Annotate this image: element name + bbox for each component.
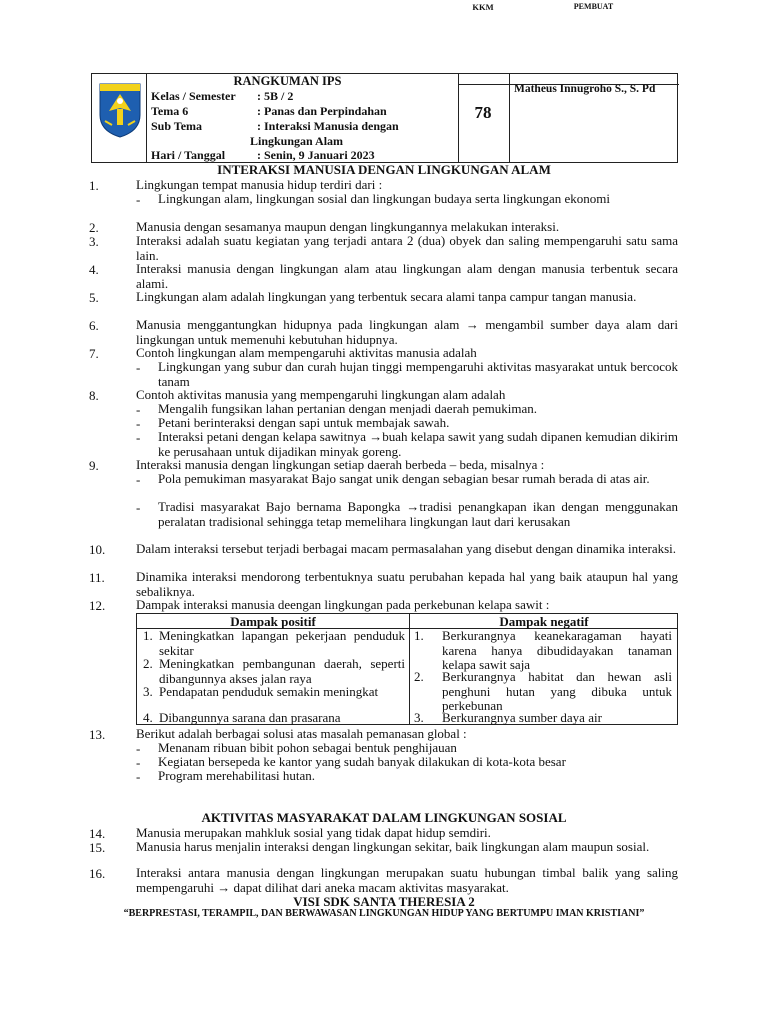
- summary-title: RANGKUMAN IPS: [233, 74, 342, 88]
- item-number: 1.: [89, 178, 99, 193]
- positive-text: Meningkatkan lapangan pekerjaan penduduk sekitar: [159, 628, 405, 658]
- negative-text: Berkurangnya sumber daya air: [442, 710, 602, 725]
- subtheme-label: Sub Tema: [151, 119, 203, 133]
- item-text: Interaksi adalah suatu kegiatan yang terjadi antara 2 (dua) obyek dan saling mempengaruhi satu sama lain.: [136, 233, 678, 263]
- theme-row: [151, 104, 387, 119]
- negative-text: Berkurangnya keanekaragaman hayati karena hanya dibudidayakan tanaman kelapa sawit saja: [442, 628, 672, 672]
- item-text: Berikut adalah berbagai solusi atas masalah pemanasan global :: [136, 726, 467, 741]
- section1-title: INTERAKSI MANUSIA DENGAN LINGKUNGAN ALAM: [217, 162, 551, 177]
- item-number: 2.: [89, 220, 99, 235]
- header-divider: [146, 74, 147, 162]
- item-text: Manusia harus menjalin interaksi dengan lingkungan sekitar, baik lingkungan alam maupun sosial.: [136, 839, 650, 854]
- class-semester-value: : 5B / 2: [257, 89, 294, 103]
- table-divider: [409, 614, 410, 724]
- subtheme-row: [151, 119, 399, 134]
- author-name: Matheus Innugroho S., S. Pd: [514, 83, 656, 95]
- positive-num: 4.: [143, 710, 153, 725]
- bullet-dash: -: [136, 472, 141, 487]
- sub-item: Lingkungan yang subur dan curah hujan tinggi mempengaruhi aktivitas masyarakat untuk bercocok tanam: [158, 359, 678, 389]
- positive-num: 1.: [143, 628, 153, 643]
- bullet-dash: -: [136, 430, 141, 445]
- school-logo: [97, 81, 143, 139]
- kkm-label: KKM: [472, 2, 494, 12]
- date-label: Hari / Tanggal: [151, 148, 226, 162]
- header-divider: [509, 74, 510, 162]
- sub-item: Interaksi petani dengan kelapa sawitnya →buah kelapa sawit yang sudah dipanen kemudian dikirim ke perusahaan untuk dijadikan minyak goreng.: [158, 429, 678, 459]
- sub-item: Menanam ribuan bibit pohon sebagai bentuk penghijauan: [158, 740, 457, 755]
- negative-num: 2.: [414, 669, 424, 684]
- kkm-value: 78: [474, 103, 492, 122]
- item-number: 8.: [89, 388, 99, 403]
- item-number: 12.: [89, 598, 106, 613]
- positive-num: 3.: [143, 684, 153, 699]
- class-semester-row: [151, 89, 293, 104]
- item-number: 6.: [89, 318, 99, 333]
- item-text: Manusia merupakan mahkluk sosial yang tidak dapat hidup semdiri.: [136, 825, 491, 840]
- positive-impact-header: Dampak positif: [230, 614, 316, 629]
- class-semester-label: Kelas / Semester: [151, 89, 236, 103]
- bullet-dash: -: [136, 755, 141, 770]
- item-number: 10.: [89, 542, 106, 557]
- section2-title: AKTIVITAS MASYARAKAT DALAM LINGKUNGAN SOSIAL: [201, 810, 567, 825]
- author-label: PEMBUAT: [573, 2, 614, 11]
- bullet-dash: -: [136, 416, 141, 431]
- theme-value: : Panas dan Perpindahan: [257, 104, 387, 118]
- item-text: Manusia dengan sesamanya maupun dengan lingkungannya melakukan interaksi.: [136, 219, 560, 234]
- sub-item: Program merehabilitasi hutan.: [158, 768, 316, 783]
- item-text: Contoh aktivitas manusia yang mempengaruhi lingkungan alam adalah: [136, 387, 506, 402]
- bullet-dash: -: [136, 360, 141, 375]
- bullet-dash: -: [136, 741, 141, 756]
- sub-item: Mengalih fungsikan lahan pertanian dengan menjadi daerah pemukiman.: [158, 401, 538, 416]
- negative-impact-header: Dampak negatif: [499, 614, 589, 629]
- negative-num: 1.: [414, 628, 424, 643]
- sub-item: Pola pemukiman masyarakat Bajo sangat unik dengan sebagian besar rumah berada di atas air.: [158, 471, 650, 486]
- item-text: Contoh lingkungan alam mempengaruhi aktivitas manusia adalah: [136, 345, 477, 360]
- sub-item: Lingkungan alam, lingkungan sosial dan lingkungan budaya serta lingkungan ekonomi: [158, 191, 611, 206]
- item-number: 9.: [89, 458, 99, 473]
- positive-text: Meningkatkan pembangunan daerah, seperti dibangunnya akses jalan raya: [159, 656, 405, 686]
- date-value: : Senin, 9 Januari 2023: [257, 148, 375, 162]
- sub-item: Tradisi masyarakat Bajo bernama Bapongka →tradisi penangkapan ikan dengan menggunakan peralatan tradisional sehingga tetap memelihara lingkungan laut dari kerusakan: [158, 499, 678, 529]
- vision-motto: “BERPRESTASI, TERAMPIL, DAN BERWAWASAN LINGKUNGAN HIDUP YANG BERTUMPU IMAN KRISTIANI”: [123, 908, 645, 919]
- negative-text: Berkurangnya habitat dan hewan asli penghuni hutan yang dibuka untuk perkebunan: [442, 669, 672, 713]
- item-number: 16.: [89, 866, 106, 881]
- vision-title: VISI SDK SANTA THERESIA 2: [293, 894, 475, 909]
- item-number: 15.: [89, 840, 106, 855]
- item-text: Dinamika interaksi mendorong terbentuknya suatu perubahan kepada hal yang baik ataupun hal yang sebaliknya.: [136, 569, 678, 599]
- item-text: Manusia menggantungkan hidupnya pada lingkungan alam → mengambil sumber daya alam dari lingkungan untuk memenuhi kebutuhan hidupnya.: [136, 317, 678, 347]
- item-number: 5.: [89, 290, 99, 305]
- impact-table: [136, 613, 678, 725]
- item-number: 11.: [89, 570, 105, 585]
- item-number: 7.: [89, 346, 99, 361]
- sub-item: Petani berinteraksi dengan sapi untuk membajak sawah.: [158, 415, 450, 430]
- subtheme-value: : Interaksi Manusia dengan: [257, 119, 399, 133]
- item-text: Dalam interaksi tersebut terjadi berbagai macam permasalahan yang disebut dengan dinamika interaksi.: [136, 541, 677, 556]
- bullet-dash: -: [136, 500, 141, 515]
- theme-label: Tema 6: [151, 104, 189, 118]
- negative-num: 3.: [414, 710, 424, 725]
- bullet-dash: -: [136, 192, 141, 207]
- bullet-dash: -: [136, 402, 141, 417]
- item-number: 14.: [89, 826, 106, 841]
- positive-text: Dibangunnya sarana dan prasarana: [159, 710, 341, 725]
- subtheme-value-cont: Lingkungan Alam: [250, 134, 344, 148]
- positive-num: 2.: [143, 656, 153, 671]
- item-text: Lingkungan alam adalah lingkungan yang terbentuk secara alami tanpa campur tangan manusia.: [136, 289, 637, 304]
- item-number: 3.: [89, 234, 99, 249]
- item-text: Interaksi antara manusia dengan lingkungan merupakan suatu hubungan timbal balik yang saling mempengaruhi → dapat dilihat dari aneka macam aktivitas masyarakat.: [136, 865, 678, 895]
- item-number: 13.: [89, 727, 106, 742]
- item-text: Lingkungan tempat manusia hidup terdiri dari :: [136, 177, 383, 192]
- item-text: Interaksi manusia dengan lingkungan setiap daerah berbeda – beda, misalnya :: [136, 457, 545, 472]
- item-text: Interaksi manusia dengan lingkungan alam atau lingkungan alam dengan manusia terbentuk secara alami.: [136, 261, 678, 291]
- item-number: 4.: [89, 262, 99, 277]
- item-text: Dampak interaksi manusia deengan lingkungan pada perkebunan kelapa sawit :: [136, 597, 550, 612]
- positive-text: Pendapatan penduduk semakin meningkat: [159, 684, 379, 699]
- bullet-dash: -: [136, 769, 141, 784]
- sub-item: Kegiatan bersepeda ke kantor yang sudah banyak dilakukan di kota-kota besar: [158, 754, 566, 769]
- date-row: [151, 148, 375, 163]
